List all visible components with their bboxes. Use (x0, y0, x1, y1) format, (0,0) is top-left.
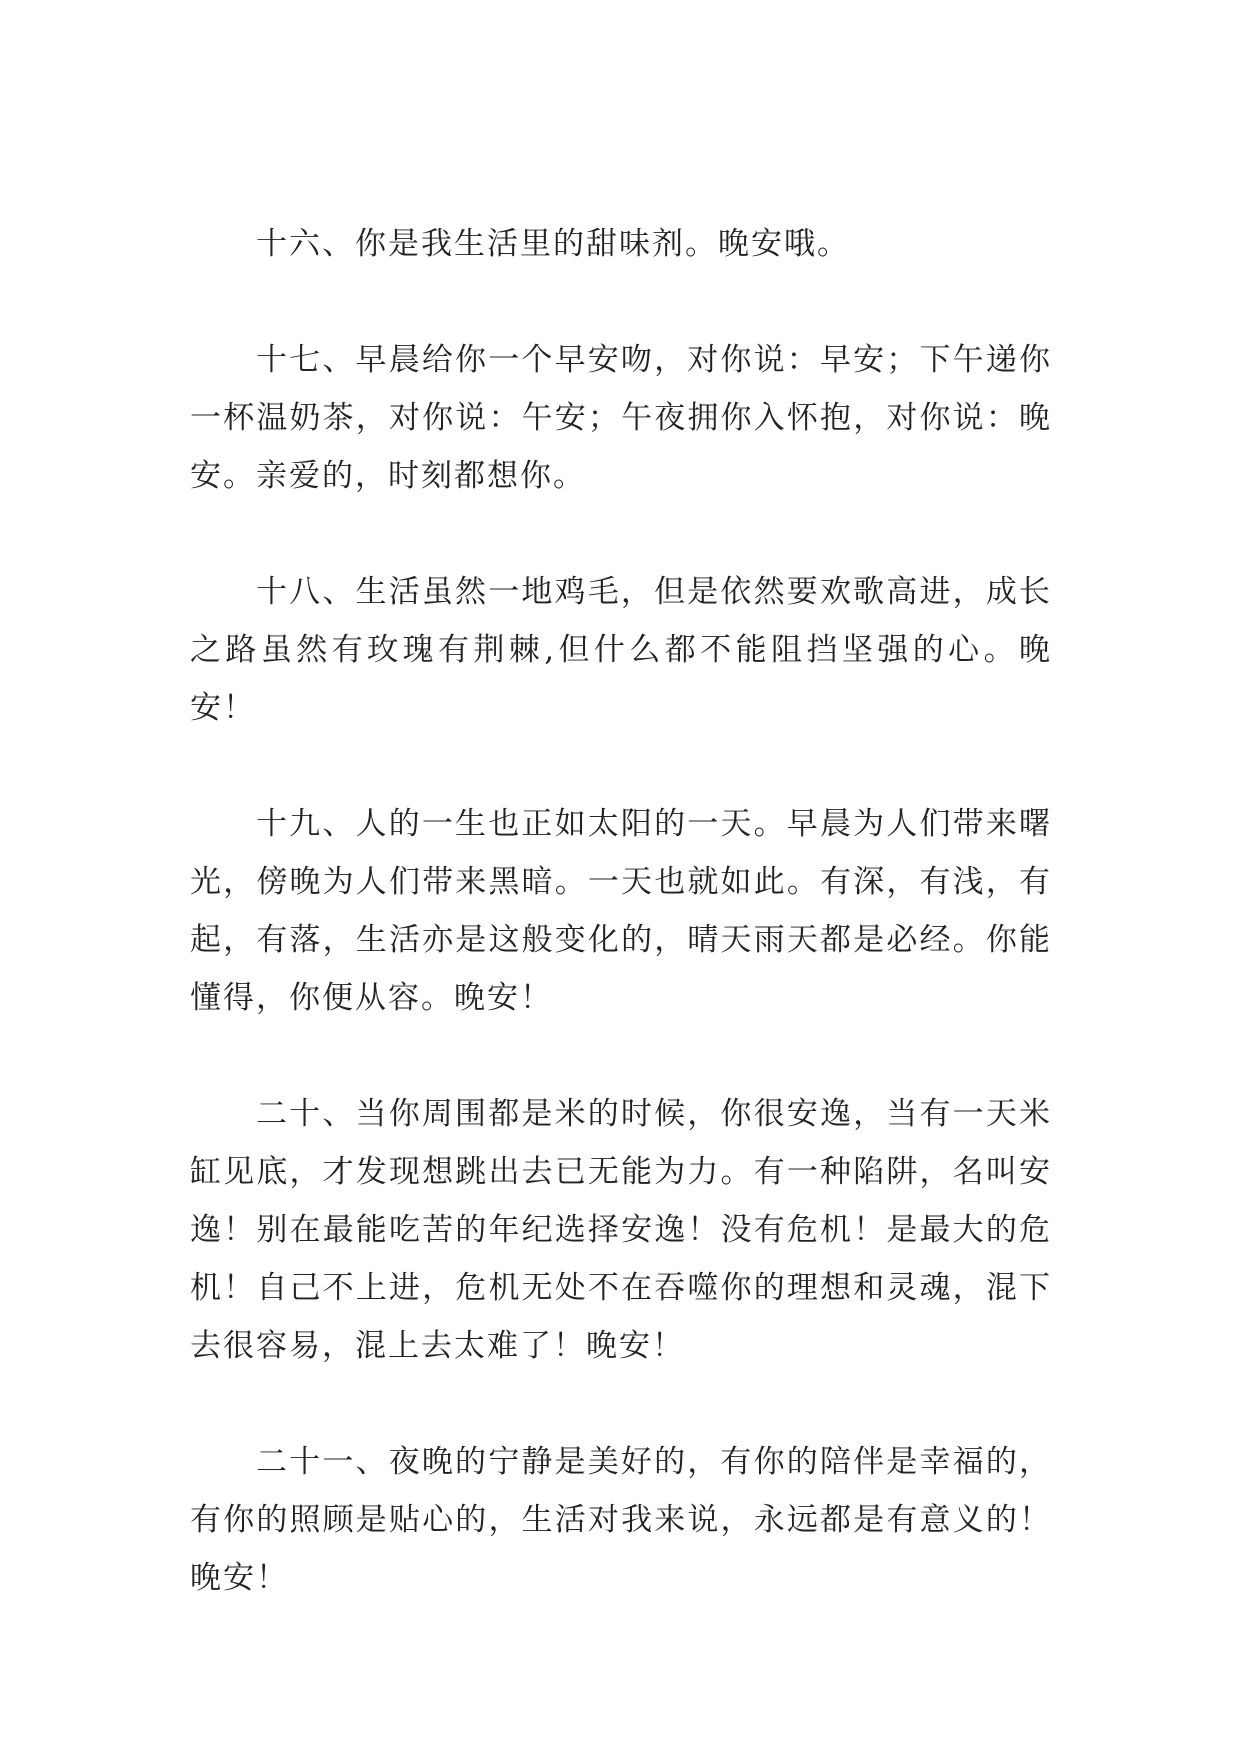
paragraph-16: 十六、你是我生活里的甜味剂。晚安哦。 (256, 226, 850, 262)
paragraph-19: 十九、人的一生也正如太阳的一天。早晨为人们带来曙光，傍晚为人们带来黑暗。一天也就如此。有深，有浅，有起，有落，生活亦是这般变化的，晴天雨天都是必经。你能懂得，你便从容。晚安！ (190, 806, 1052, 1016)
paragraph-21: 二十一、夜晚的宁静是美好的，有你的陪伴是幸福的，有你的照顾是贴心的，生活对我来说，永远都是有意义的！晚安！ (190, 1444, 1052, 1596)
document-body (190, 215, 1052, 1665)
paragraph-20: 二十、当你周围都是米的时候，你很安逸，当有一天米缸见底，才发现想跳出去已无能为力。有一种陷阱，名叫安逸！别在最能吃苦的年纪选择安逸！没有危机！是最大的危机！自己不上进，危机无处不在吞噬你的理想和灵魂，混下去很容易，混上去太难了！晚安！ (190, 1096, 1052, 1364)
paragraph-17: 十七、早晨给你一个早安吻，对你说：早安；下午递你一杯温奶茶，对你说：午安；午夜拥你入怀抱，对你说：晚安。亲爱的，时刻都想你。 (190, 342, 1052, 494)
paragraph-18: 十八、生活虽然一地鸡毛，但是依然要欢歌高进，成长之路虽然有玫瑰有荆棘,但什么都不能阻挡坚强的心。晚安！ (190, 574, 1052, 726)
